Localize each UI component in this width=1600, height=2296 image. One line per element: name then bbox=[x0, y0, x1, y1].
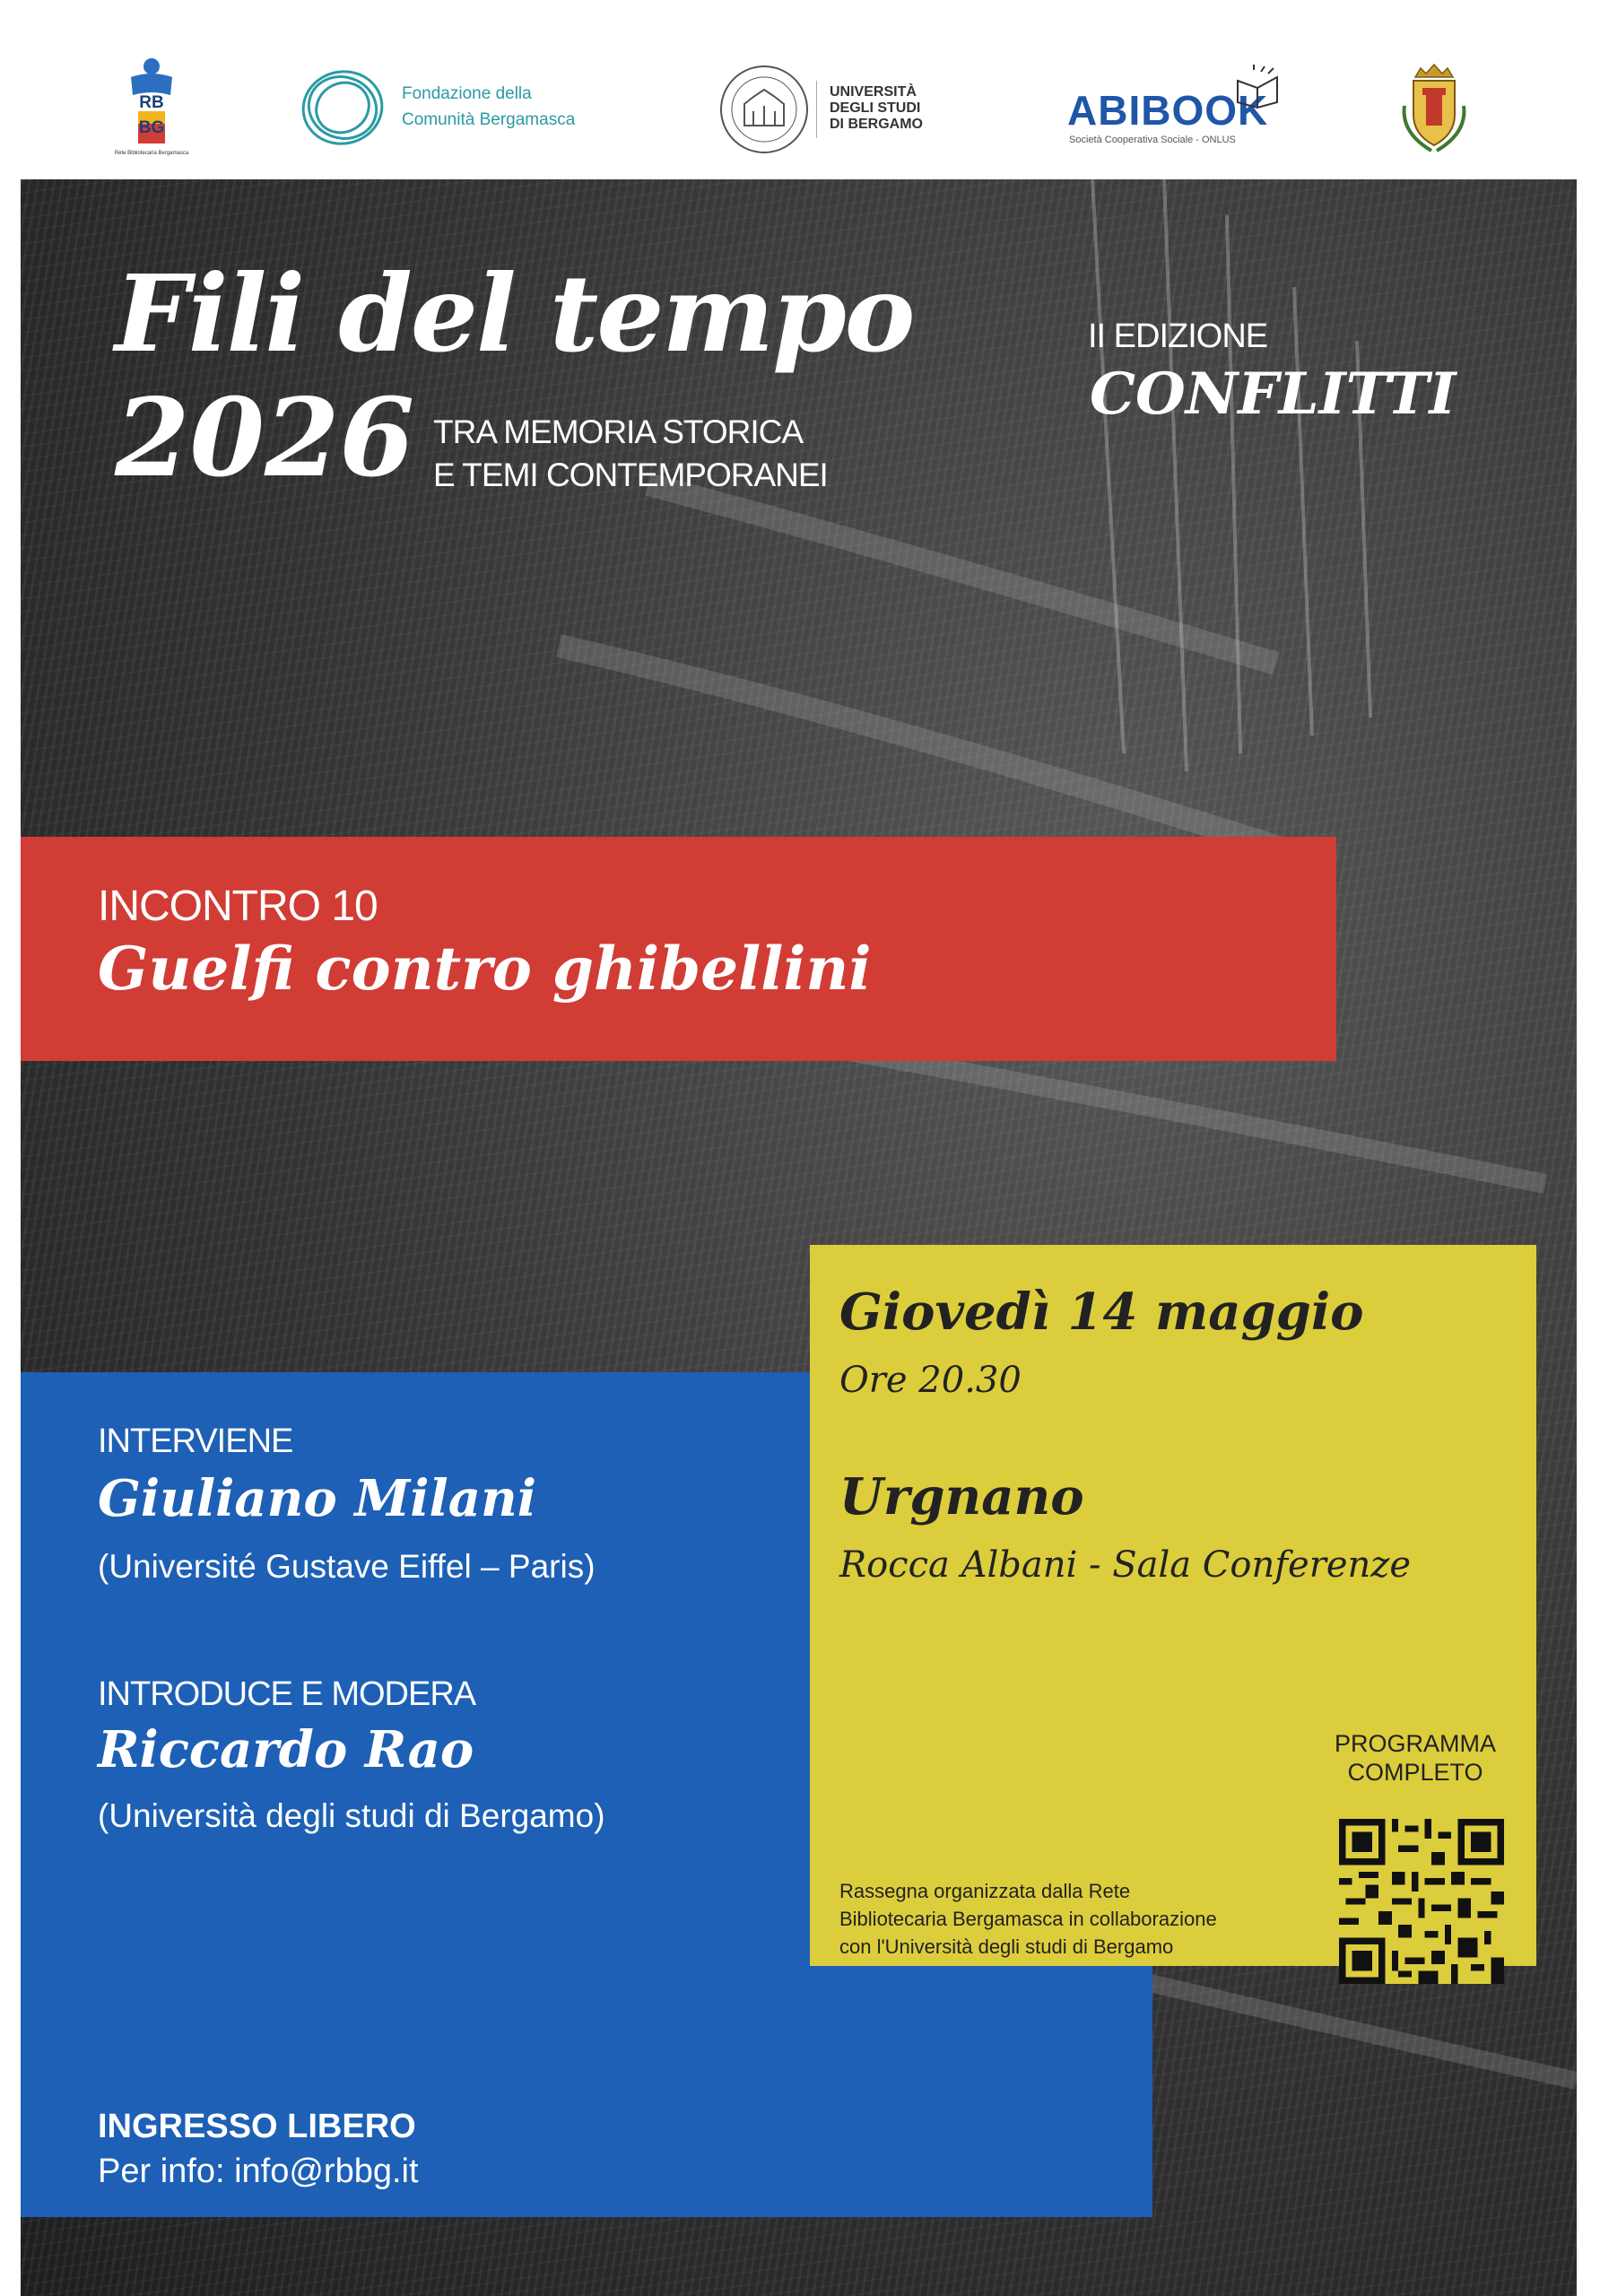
unibg-logo bbox=[717, 63, 942, 161]
abibook-name: ABIBOOK bbox=[1067, 87, 1269, 134]
fondazione-logo bbox=[296, 63, 637, 152]
speaker-role-label: INTERVIENE bbox=[98, 1422, 293, 1460]
abibook-logo bbox=[1067, 65, 1283, 154]
moderator-affiliation: (Università degli studi di Bergamo) bbox=[98, 1797, 605, 1834]
municipal-crest bbox=[1399, 61, 1469, 158]
event-time: Ore 20.30 bbox=[839, 1360, 1022, 1401]
event-city: Urgnano bbox=[839, 1467, 1084, 1526]
rbbg-logo-mark-icon bbox=[114, 56, 189, 163]
fondazione-line2: Comunità Bergamasca bbox=[402, 110, 576, 129]
organizer-line1: Rassegna organizzata dalla Rete bbox=[839, 1880, 1131, 1902]
logo-header bbox=[0, 0, 1600, 179]
unibg-line1: UNIVERSITÀ bbox=[830, 84, 917, 100]
program-line2: COMPLETO bbox=[1347, 1759, 1483, 1786]
rbbg-rb-text: RB bbox=[139, 93, 164, 112]
event-title-band bbox=[21, 837, 1336, 1061]
speaker-name: Giuliano Milani bbox=[98, 1469, 537, 1528]
fondazione-name bbox=[402, 81, 575, 133]
crest-shield-icon bbox=[1399, 61, 1469, 158]
event-venue: Rocca Albani - Sala Conferenze bbox=[839, 1544, 1412, 1586]
poster-subtitle bbox=[433, 411, 828, 497]
unibg-divider bbox=[816, 81, 817, 138]
moderator-name: Riccardo Rao bbox=[98, 1720, 474, 1779]
poster-year: 2026 bbox=[115, 375, 414, 501]
abibook-subtitle: Società Cooperativa Sociale - ONLUS bbox=[1069, 135, 1236, 145]
unibg-line2: DEGLI STUDI bbox=[830, 100, 921, 116]
unibg-line3: DI BERGAMO bbox=[830, 117, 923, 132]
program-qr-code[interactable] bbox=[1339, 1819, 1504, 1984]
event-headline: Guelfi contro ghibellini bbox=[98, 934, 872, 1004]
rbbg-bg-text: BG bbox=[138, 118, 165, 137]
poster-title: Fili del tempo bbox=[115, 251, 914, 376]
unibg-name bbox=[830, 84, 923, 133]
edition-theme: CONFLITTI bbox=[1090, 361, 1457, 428]
moderator-role-label: INTRODUCE E MODERA bbox=[98, 1675, 476, 1713]
rbbg-logo bbox=[114, 56, 189, 163]
unibg-seal-icon bbox=[717, 63, 811, 156]
rbbg-caption: Rete Bibliotecaria Bergamasca bbox=[114, 151, 189, 156]
speaker-affiliation: (Université Gustave Eiffel – Paris) bbox=[98, 1548, 596, 1585]
fondazione-ring-icon bbox=[296, 63, 389, 152]
organizer-line3: con l'Università degli studi di Bergamo bbox=[839, 1935, 1174, 1958]
event-number: INCONTRO 10 bbox=[98, 883, 378, 930]
organizer-line2: Bibliotecaria Bergamasca in collaborazione bbox=[839, 1908, 1217, 1930]
program-line1: PROGRAMMA bbox=[1334, 1730, 1496, 1757]
program-label bbox=[1303, 1729, 1527, 1787]
subtitle-line1: TRA MEMORIA STORICA bbox=[433, 413, 804, 450]
open-book-icon bbox=[1234, 65, 1283, 109]
free-entry-label: INGRESSO LIBERO bbox=[98, 2108, 416, 2145]
edition-label: II EDIZIONE bbox=[1088, 317, 1268, 355]
event-details-panel bbox=[810, 1245, 1536, 1966]
poster-image-area bbox=[21, 179, 1577, 2296]
contact-info: Per info: info@rbbg.it bbox=[98, 2152, 419, 2190]
organizer-note bbox=[839, 1877, 1324, 1961]
subtitle-line2: E TEMI CONTEMPORANEI bbox=[433, 457, 828, 493]
event-date: Giovedì 14 maggio bbox=[839, 1283, 1364, 1342]
fondazione-line1: Fondazione della bbox=[402, 84, 532, 103]
